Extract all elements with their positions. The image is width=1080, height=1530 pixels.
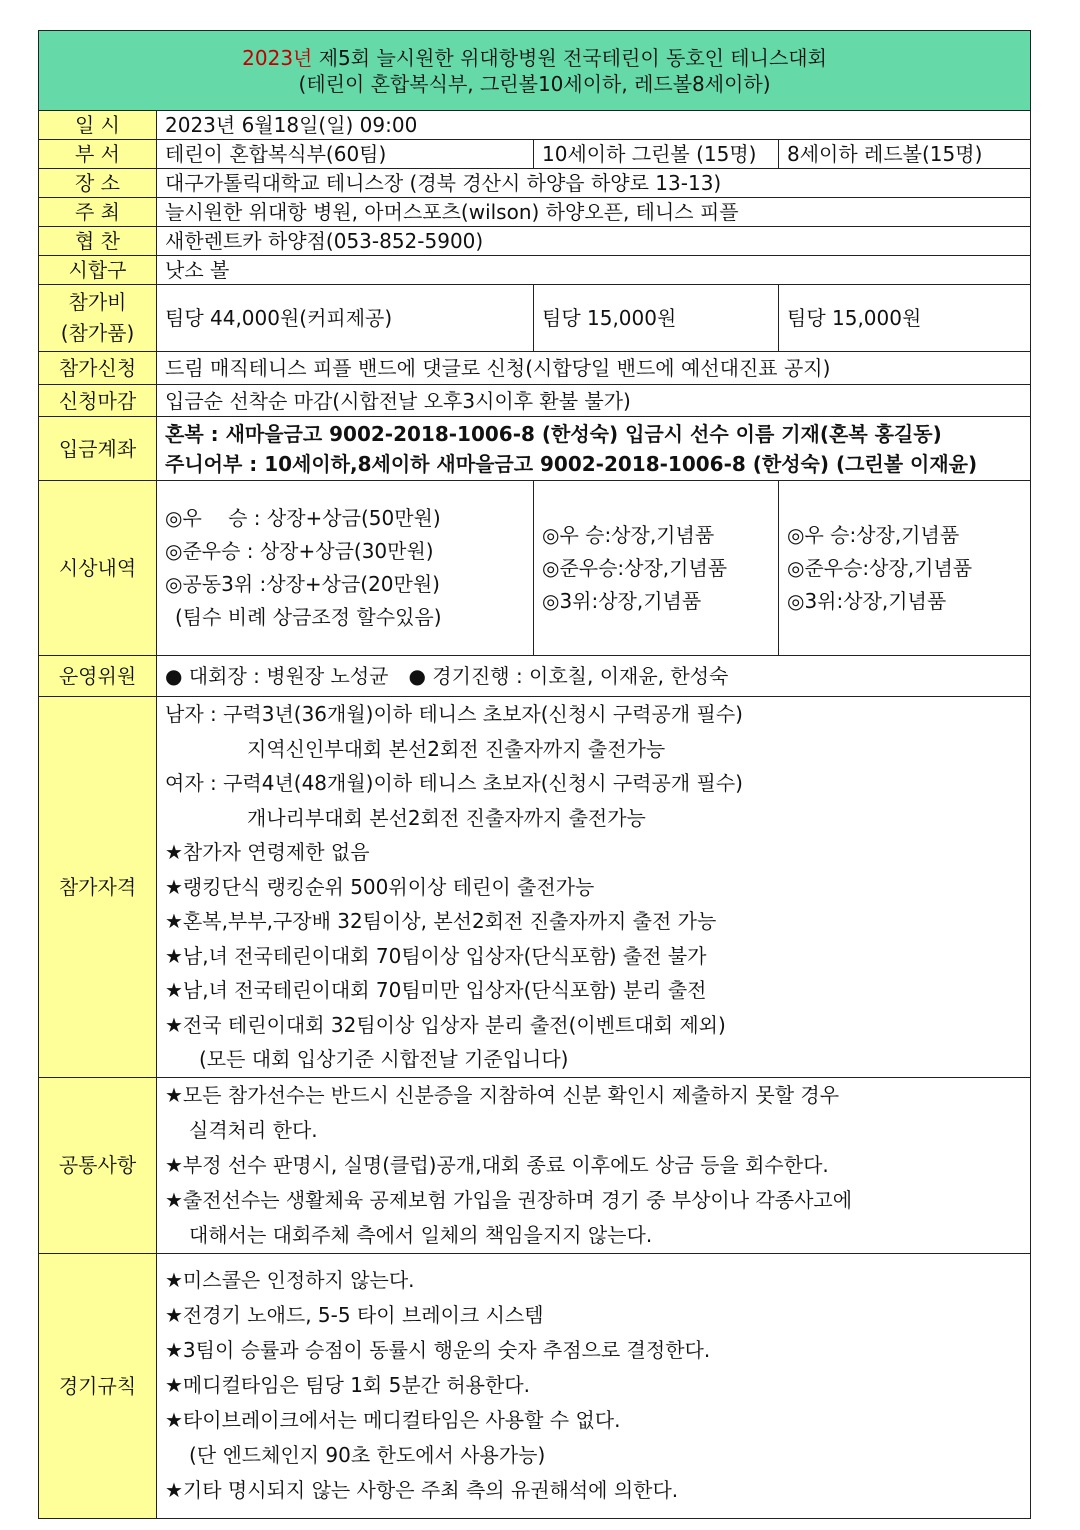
value-date: 2023년 6월18일(일) 09:00: [157, 111, 1031, 140]
label-common: 공통사항: [39, 1077, 157, 1253]
label-fee: [39, 285, 157, 352]
award-line: ◎우 승 : 상장+상금(50만원): [165, 506, 441, 530]
common-line: 대해서는 대회주체 측에서 일체의 책임을지지 않는다.: [189, 1222, 653, 1247]
label-rules: 경기규칙: [39, 1253, 157, 1518]
rules-list: [157, 1253, 1031, 1518]
value-fee-red: 팀당 15,000원: [779, 285, 1031, 352]
value-division-red: 8세이하 레드볼(15명): [779, 140, 1031, 169]
common-line: 실격처리 한다.: [189, 1117, 318, 1142]
eligibility-note: (모든 대회 입상기준 시합전날 기준입니다): [199, 1047, 569, 1071]
common-list: [157, 1077, 1031, 1253]
title-year: 2023년: [242, 45, 313, 70]
award-line: ◎준우승:상장,기념품: [542, 555, 728, 580]
eligibility-line: 남자 : 구력3년(36개월)이하 테니스 초보자(신청시 구력공개 필수): [165, 702, 743, 726]
value-division-mixed: 테린이 혼합복식부(60팀): [157, 140, 534, 169]
eligibility-line: ★남,녀 전국테린이대회 70팀미만 입상자(단식포함) 분리 출전: [165, 978, 707, 1002]
label-sponsor: 협 찬: [39, 227, 157, 256]
label-committee: 운영위원: [39, 656, 157, 697]
value-ball: 낫소 볼: [157, 256, 1031, 285]
value-committee: ● 대회장 : 병원장 노성균 ● 경기진행 : 이호칠, 이재윤, 한성숙: [157, 656, 1031, 697]
value-sponsor: 새한렌트카 하양점(053-852-5900): [157, 227, 1031, 256]
award-line: ◎우 승:상장,기념품: [787, 522, 960, 547]
value-fee-mixed: 팀당 44,000원(커피제공): [157, 285, 534, 352]
value-fee-green: 팀당 15,000원: [534, 285, 779, 352]
common-line: ★부정 선수 판명시, 실명(클럽)공개,대회 종료 이후에도 상금 등을 회수한다.: [165, 1152, 829, 1177]
label-fee-item: (참가품): [60, 321, 135, 345]
title-main: 제5회 늘시원한 위대항병원 전국테린이 동호인 테니스대회: [318, 45, 827, 70]
label-date: 일 시: [39, 111, 157, 140]
rules-note: (단 엔드체인지 90초 한도에서 사용가능): [189, 1443, 546, 1467]
tournament-info-table: [38, 30, 1031, 1519]
award-line: ◎공동3위 :상장+상금(20만원): [165, 572, 440, 596]
rules-line: ★메디컬타임은 팀당 1회 5분간 허용한다.: [165, 1373, 530, 1397]
label-division: 부 서: [39, 140, 157, 169]
rules-line: ★미스콜은 인정하지 않는다.: [165, 1268, 415, 1292]
value-venue: 대구가톨릭대학교 테니스장 (경북 경산시 하양읍 하양로 13-13): [157, 169, 1031, 198]
eligibility-line: ★랭킹단식 랭킹순위 500위이상 테린이 출전가능: [165, 874, 595, 899]
value-account: [157, 417, 1031, 481]
award-line: ◎준우승:상장,기념품: [787, 555, 973, 580]
label-host: 주 최: [39, 198, 157, 227]
rules-line: ★3팀이 승률과 승점이 동률시 행운의 숫자 추점으로 결정한다.: [165, 1338, 711, 1362]
rules-line: ★기타 명시되지 않는 사항은 주최 측의 유권해석에 의한다.: [165, 1478, 679, 1502]
award-line: ◎우 승:상장,기념품: [542, 522, 715, 547]
account-junior: 주니어부 : 10세이하,8세이하 새마을금고 9002-2018-1006-8 (한성숙) (그린볼 이재윤): [165, 451, 978, 476]
awards-green: [534, 481, 779, 656]
eligibility-line: ★혼복,부부,구장배 32팀이상, 본선2회전 진출자까지 출전 가능: [165, 909, 717, 933]
award-line: ◎3위:상장,기념품: [787, 588, 947, 613]
rules-line: ★전경기 노애드, 5-5 타이 브레이크 시스템: [165, 1303, 544, 1327]
awards-mixed: [157, 481, 534, 656]
value-division-green: 10세이하 그린볼 (15명): [534, 140, 779, 169]
document-title: [39, 31, 1031, 111]
eligibility-line: 개나리부대회 본선2회전 진출자까지 출전가능: [247, 805, 646, 830]
label-venue: 장 소: [39, 169, 157, 198]
eligibility-line: ★남,녀 전국테린이대회 70팀이상 입상자(단식포함) 출전 불가: [165, 943, 707, 968]
title-subtitle: (테린이 혼합복식부, 그린볼10세이하, 레드볼8세이하): [298, 71, 771, 96]
label-apply: 참가신청: [39, 352, 157, 385]
award-line: ◎준우승 : 상장+상금(30만원): [165, 539, 434, 563]
award-note: (팀수 비례 상금조정 할수있음): [175, 605, 442, 629]
rules-line: ★타이브레이크에서는 메디컬타임은 사용할 수 없다.: [165, 1408, 621, 1432]
eligibility-line: 지역신인부대회 본선2회전 진출자까지 출전가능: [247, 736, 666, 761]
awards-red: [779, 481, 1031, 656]
value-host: 늘시원한 위대항 병원, 아머스포츠(wilson) 하양오픈, 테니스 피플: [157, 198, 1031, 227]
value-deadline: 입금순 선착순 마감(시합전날 오후3시이후 환불 불가): [157, 385, 1031, 417]
eligibility-list: [157, 697, 1031, 1078]
label-deadline: 신청마감: [39, 385, 157, 417]
label-eligibility: 참가자격: [39, 697, 157, 1078]
common-line: ★모든 참가선수는 반드시 신분증을 지참하여 신분 확인시 제출하지 못할 경우: [165, 1082, 840, 1107]
common-line: ★출전선수는 생활체육 공제보험 가입을 권장하며 경기 중 부상이나 각종사고에: [165, 1187, 853, 1212]
label-fee-main: 참가비: [68, 290, 127, 314]
eligibility-line: 여자 : 구력4년(48개월)이하 테니스 초보자(신청시 구력공개 필수): [165, 771, 743, 795]
account-mixed: 혼복 : 새마을금고 9002-2018-1006-8 (한성숙) 입금시 선수 이름 기재(혼복 홍길동): [165, 421, 942, 446]
eligibility-line: ★전국 테린이대회 32팀이상 입상자 분리 출전(이벤트대회 제외): [165, 1012, 726, 1037]
eligibility-line: ★참가자 연령제한 없음: [165, 840, 370, 864]
label-account: 입금계좌: [39, 417, 157, 481]
label-awards: 시상내역: [39, 481, 157, 656]
value-apply: 드림 매직테니스 피플 밴드에 댓글로 신청(시합당일 밴드에 예선대진표 공지): [157, 352, 1031, 385]
award-line: ◎3위:상장,기념품: [542, 588, 702, 613]
label-ball: 시합구: [39, 256, 157, 285]
